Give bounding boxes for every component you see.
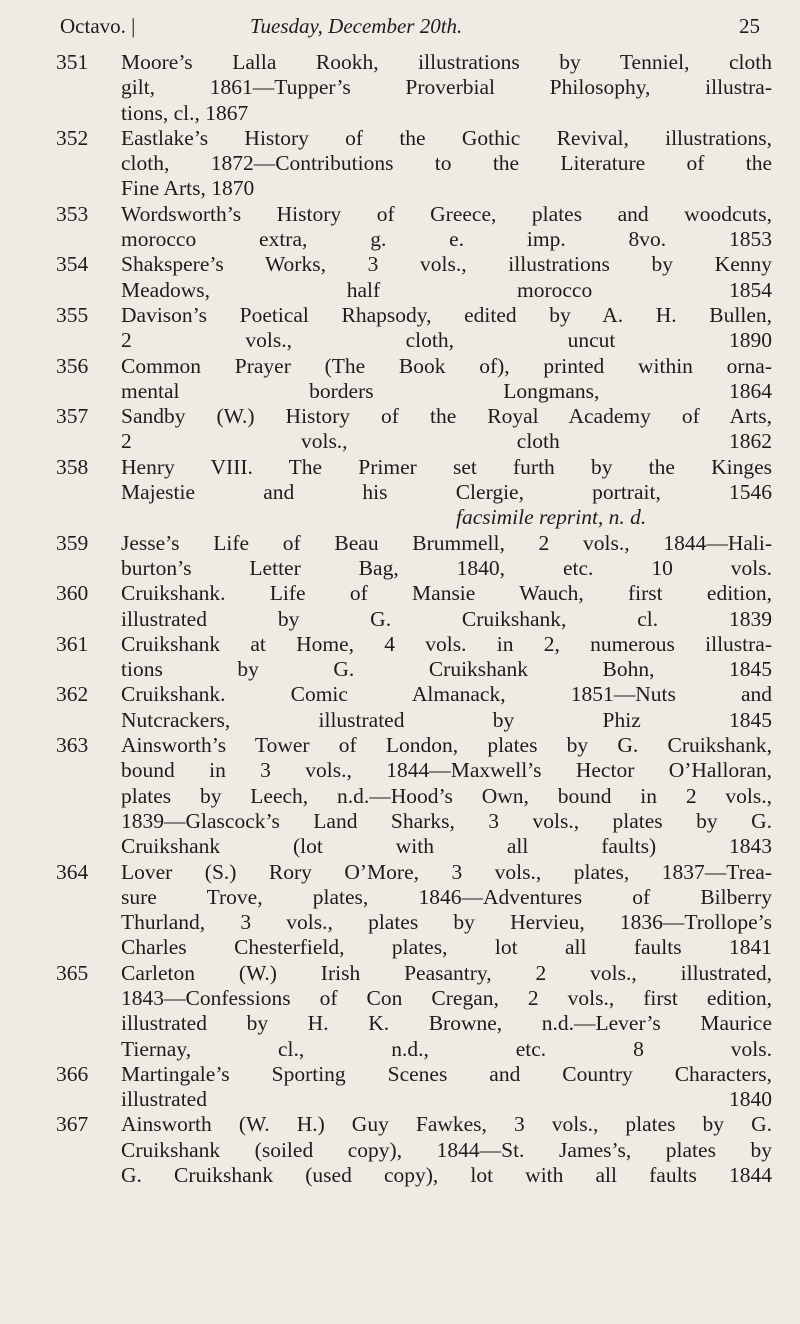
lot-description-line: illustrated by H. K. Browne, n.d.—Lever’s Maurice <box>121 1011 772 1036</box>
lot-description-line: Carleton (W.) Irish Peasantry, 2 vols., illustrated, <box>121 960 772 985</box>
lot-description <box>121 1112 772 1188</box>
lot-description-line: Charles Chesterfield, plates, lot all faults 1841 <box>121 935 772 960</box>
lot-description-line: Wordsworth’s History of Greece, plates and woodcuts, <box>121 201 772 226</box>
lot-number: 361 <box>56 631 89 656</box>
lot-entry <box>56 252 772 303</box>
lot-description-line: illustrated 1840 <box>121 1087 772 1112</box>
lot-number: 364 <box>56 859 89 884</box>
lot-description-line: Shakspere’s Works, 3 vols., illustrations by Kenny <box>121 252 772 277</box>
lot-description-line: gilt, 1861—Tupper’s Proverbial Philosophy, illustra- <box>121 75 772 100</box>
lot-description <box>121 581 772 632</box>
lot-entry <box>56 632 772 683</box>
lot-description-line: 1839—Glascock’s Land Sharks, 3 vols., plates by G. <box>121 808 772 833</box>
lot-description-line: Ainsworth (W. H.) Guy Fawkes, 3 vols., plates by G. <box>121 1112 772 1137</box>
lot-description-line: plates by Leech, n.d.—Hood’s Own, bound in 2 vols., <box>121 783 772 808</box>
lot-entry <box>56 50 772 126</box>
lot-description <box>121 303 772 354</box>
page-number: 25 <box>739 14 760 38</box>
lot-description-line: Fine Arts, 1870 <box>121 176 255 201</box>
lot-entry <box>56 531 772 582</box>
lot-description-line: Common Prayer (The Book of), printed within orna- <box>121 353 772 378</box>
lot-entry <box>56 1112 772 1188</box>
lot-list <box>56 50 772 1188</box>
lot-description-line: tions, cl., 1867 <box>121 100 249 125</box>
sale-date: Tuesday, December 20th. <box>250 14 463 38</box>
lot-entry <box>56 126 772 202</box>
lot-description-line: Henry VIII. The Primer set furth by the Kinges <box>121 454 772 479</box>
lot-number: 352 <box>56 125 89 150</box>
lot-number: 354 <box>56 252 89 277</box>
lot-description <box>121 1062 772 1113</box>
lot-entry <box>56 682 772 733</box>
lot-entry <box>56 303 772 354</box>
lot-description-line: cloth, 1872—Contributions to the Literature of the <box>121 151 772 176</box>
lot-entry <box>56 961 772 1062</box>
lot-description <box>121 531 772 582</box>
lot-description-line: G. Cruikshank (used copy), lot with all faults 1844 <box>121 1163 772 1188</box>
lot-number: 367 <box>56 1112 89 1137</box>
lot-description <box>121 733 772 859</box>
lot-description-line: Tiernay, cl., n.d., etc. 8 vols. <box>121 1036 772 1061</box>
lot-entry <box>56 581 772 632</box>
lot-description-line: Eastlake’s History of the Gothic Revival, illustrations, <box>121 125 772 150</box>
lot-description-line: Jesse’s Life of Beau Brummell, 2 vols., 1844—Hali- <box>121 530 772 555</box>
lot-description-line: 2 vols., cloth 1862 <box>121 429 772 454</box>
lot-number: 359 <box>56 530 89 555</box>
lot-description-line: Davison’s Poetical Rhapsody, edited by A. H. Bullen, <box>121 302 772 327</box>
lot-number: 363 <box>56 733 89 758</box>
lot-entry <box>56 455 772 531</box>
format-label: Octavo. | <box>60 14 136 38</box>
lot-description-line: Thurland, 3 vols., plates by Hervieu, 1836—Trollope’s <box>121 910 772 935</box>
lot-description-line: Cruikshank (lot with all faults) 1843 <box>121 834 772 859</box>
lot-description <box>121 860 772 961</box>
lot-number: 356 <box>56 353 89 378</box>
lot-number: 365 <box>56 960 89 985</box>
lot-description <box>121 682 772 733</box>
lot-number: 358 <box>56 454 89 479</box>
lot-description-line: Lover (S.) Rory O’More, 3 vols., plates, 1837—Trea- <box>121 859 772 884</box>
lot-description <box>121 202 772 253</box>
lot-description-line: Moore’s Lalla Rookh, illustrations by Tenniel, cloth <box>121 50 772 74</box>
lot-description-line: sure Trove, plates, 1846—Adventures of Bilberry <box>121 884 772 909</box>
lot-entry <box>56 1062 772 1113</box>
lot-entry <box>56 202 772 253</box>
lot-description-line: morocco extra, g. e. imp. 8vo. 1853 <box>121 227 772 252</box>
lot-description <box>121 252 772 303</box>
lot-description-line: facsimile reprint, n. d. <box>456 505 647 530</box>
lot-number: 357 <box>56 404 89 429</box>
lot-description-line: Majestie and his Clergie, portrait, 1546 <box>121 480 772 505</box>
lot-description-line: Cruikshank. Comic Almanack, 1851—Nuts and <box>121 682 772 707</box>
lot-description-line: Nutcrackers, illustrated by Phiz 1845 <box>121 707 772 732</box>
lot-entry <box>56 404 772 455</box>
lot-description <box>121 404 772 455</box>
lot-description-line: Cruikshank. Life of Mansie Wauch, first edition, <box>121 581 772 606</box>
lot-entry <box>56 860 772 961</box>
lot-description-line: burton’s Letter Bag, 1840, etc. 10 vols. <box>121 555 772 580</box>
lot-description-line: Ainsworth’s Tower of London, plates by G. Cruikshank, <box>121 733 772 758</box>
lot-description-line: Cruikshank (soiled copy), 1844—St. James’s, plates by <box>121 1137 772 1162</box>
lot-number: 355 <box>56 302 89 327</box>
lot-description-line: Cruikshank at Home, 4 vols. in 2, numerous illustra- <box>121 631 772 656</box>
lot-description-line: mental borders Longmans, 1864 <box>121 378 772 403</box>
lot-description-line: 1843—Confessions of Con Cregan, 2 vols., first edition, <box>121 985 772 1010</box>
lot-description <box>121 50 772 126</box>
lot-description-line: Meadows, half morocco 1854 <box>121 277 772 302</box>
lot-description-line: tions by G. Cruikshank Bohn, 1845 <box>121 657 772 682</box>
lot-entry <box>56 733 772 859</box>
lot-description <box>121 961 772 1062</box>
lot-description-line: 2 vols., cloth, uncut 1890 <box>121 328 772 353</box>
lot-description <box>121 126 772 202</box>
lot-number: 353 <box>56 201 89 226</box>
lot-description <box>121 632 772 683</box>
lot-description-line: Sandby (W.) History of the Royal Academy of Arts, <box>121 404 772 429</box>
lot-number: 362 <box>56 682 89 707</box>
page-header <box>60 14 760 40</box>
lot-description <box>121 455 772 531</box>
lot-number: 366 <box>56 1061 89 1086</box>
lot-description-line: bound in 3 vols., 1844—Maxwell’s Hector O’Halloran, <box>121 758 772 783</box>
lot-description-line: Martingale’s Sporting Scenes and Country Characters, <box>121 1061 772 1086</box>
lot-entry <box>56 354 772 405</box>
lot-description-line: illustrated by G. Cruikshank, cl. 1839 <box>121 606 772 631</box>
lot-number: 351 <box>56 50 89 74</box>
lot-description <box>121 354 772 405</box>
lot-number: 360 <box>56 581 89 606</box>
